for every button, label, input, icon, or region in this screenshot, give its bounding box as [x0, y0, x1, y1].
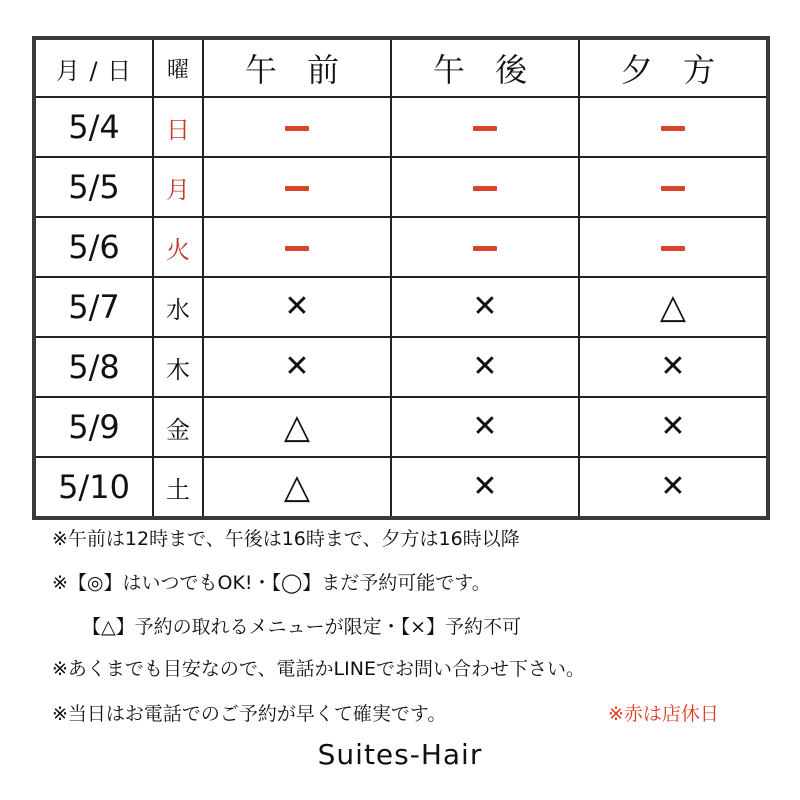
- row-date: 5/7: [34, 277, 153, 337]
- note-closed-days: ※赤は店休日: [608, 703, 719, 725]
- slot-evening: [579, 457, 768, 518]
- cross-icon: ✕: [660, 409, 686, 444]
- slot-evening: [579, 97, 768, 157]
- slot-afternoon: [391, 157, 579, 217]
- slot-morning: [203, 217, 391, 277]
- schedule-body: [34, 97, 768, 518]
- cross-icon: ✕: [472, 409, 498, 444]
- slot-afternoon: [391, 337, 579, 397]
- cross-icon: ✕: [660, 349, 686, 384]
- slot-evening: [579, 157, 768, 217]
- row-weekday: 土: [153, 457, 203, 518]
- row-weekday: 金: [153, 397, 203, 457]
- table-row: [34, 97, 768, 157]
- slot-evening: [579, 337, 768, 397]
- row-date: 5/6: [34, 217, 153, 277]
- row-weekday: 日: [153, 97, 203, 157]
- schedule-table: [32, 36, 770, 520]
- slot-morning: [203, 337, 391, 397]
- closed-dash-icon: [473, 246, 497, 251]
- closed-dash-icon: [285, 186, 309, 191]
- note-contact: ※あくまでも目安なので、電話かLINEでお問い合わせ下さい。: [52, 658, 585, 680]
- note-same-day: ※当日はお電話でのご予約が早くて確実です。: [52, 703, 447, 725]
- brand-name: Suites-Hair: [317, 738, 483, 771]
- closed-dash-icon: [473, 126, 497, 131]
- slot-evening: [579, 397, 768, 457]
- triangle-icon: △: [283, 407, 311, 447]
- slot-afternoon: [391, 97, 579, 157]
- table-row: [34, 457, 768, 518]
- row-weekday: 火: [153, 217, 203, 277]
- triangle-icon: △: [659, 287, 687, 327]
- cross-icon: ✕: [284, 289, 310, 324]
- note-legend-1: ※【◎】はいつでもOK!・【◯】まだ予約可能です。: [52, 572, 491, 594]
- slot-afternoon: [391, 397, 579, 457]
- closed-dash-icon: [473, 186, 497, 191]
- table-row: [34, 397, 768, 457]
- row-date: 5/8: [34, 337, 153, 397]
- table-row: [34, 277, 768, 337]
- note-legend-2: 【△】予約の取れるメニューが限定・【×】予約不可: [82, 616, 522, 638]
- slot-morning: [203, 157, 391, 217]
- row-weekday: 木: [153, 337, 203, 397]
- cross-icon: ✕: [284, 349, 310, 384]
- closed-dash-icon: [661, 126, 685, 131]
- slot-evening: [579, 277, 768, 337]
- slot-evening: [579, 217, 768, 277]
- cross-icon: ✕: [660, 469, 686, 504]
- header-date: 月 / 日: [34, 38, 153, 97]
- table-row: [34, 157, 768, 217]
- table-row: [34, 217, 768, 277]
- slot-morning: [203, 397, 391, 457]
- closed-dash-icon: [661, 246, 685, 251]
- cross-icon: ✕: [472, 349, 498, 384]
- row-date: 5/9: [34, 397, 153, 457]
- header-row: [34, 38, 768, 97]
- slot-morning: [203, 97, 391, 157]
- note-hours: ※午前は12時まで、午後は16時まで、夕方は16時以降: [52, 528, 520, 550]
- row-date: 5/10: [34, 457, 153, 518]
- slot-afternoon: [391, 457, 579, 518]
- slot-morning: [203, 457, 391, 518]
- header-evening: 夕 方: [579, 38, 768, 97]
- header-afternoon: 午 後: [391, 38, 579, 97]
- slot-morning: [203, 277, 391, 337]
- row-weekday: 月: [153, 157, 203, 217]
- header-morning: 午 前: [203, 38, 391, 97]
- table-row: [34, 337, 768, 397]
- cross-icon: ✕: [472, 469, 498, 504]
- triangle-icon: △: [283, 467, 311, 507]
- slot-afternoon: [391, 277, 579, 337]
- header-weekday: 曜: [153, 38, 203, 97]
- closed-dash-icon: [285, 246, 309, 251]
- row-weekday: 水: [153, 277, 203, 337]
- row-date: 5/5: [34, 157, 153, 217]
- cross-icon: ✕: [472, 289, 498, 324]
- closed-dash-icon: [285, 126, 309, 131]
- row-date: 5/4: [34, 97, 153, 157]
- slot-afternoon: [391, 217, 579, 277]
- closed-dash-icon: [661, 186, 685, 191]
